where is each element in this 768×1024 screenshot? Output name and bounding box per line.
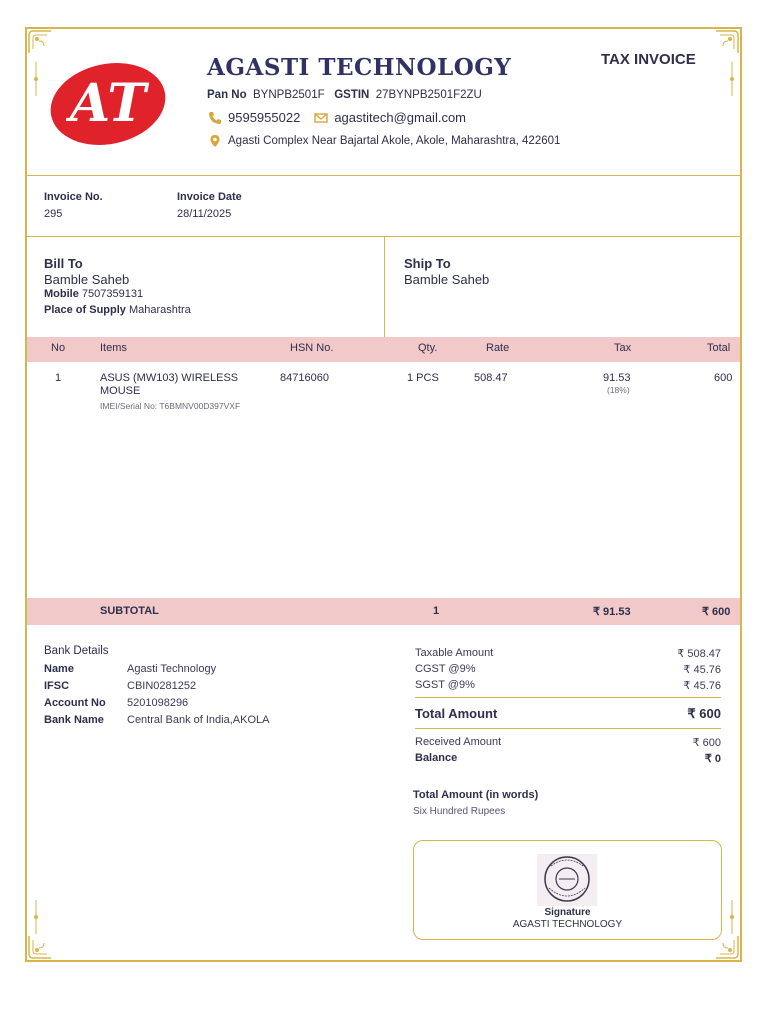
amount-in-words-label: Total Amount (in words) [413,789,539,801]
amount-in-words-value: Six Hundred Rupees [413,806,506,817]
mobile-value: 7507359131 [81,288,144,300]
sgst-value: ₹ 45.76 [683,680,721,692]
corner-ornament-icon [27,29,53,55]
tax-ids [207,89,482,101]
item-hsn: 84716060 [280,372,329,384]
place-of-supply-value: Maharashtra [128,304,191,316]
subtotal-tax: ₹ 91.53 [593,606,631,618]
corner-ornament-icon [27,934,53,960]
balance-label: Balance [415,752,458,764]
bill-to-title: Bill To [44,256,83,271]
pan-label: Pan No [207,89,247,101]
item-total: 600 [714,372,733,384]
gstin-label: GSTIN [334,89,370,101]
bank-details-title: Bank Details [44,645,109,657]
pan-value: BYNPB2501F [253,89,325,101]
mobile-label: Mobile [44,288,79,300]
bank-name-label: Name [44,663,74,675]
invoice-date-value: 28/11/2025 [177,208,232,220]
bank-name-value: Agasti Technology [127,663,217,675]
account-number-value: 5201098296 [127,697,189,709]
company-logo [48,57,174,147]
company-name: AGASTI TECHNOLOGY [207,54,512,81]
subtotal-label: SUBTOTAL [100,605,159,617]
ship-to-title: Ship To [404,256,451,271]
bill-to-place [44,304,191,316]
divider [384,236,385,337]
contact-line [208,110,466,125]
document-title: TAX INVOICE [601,51,696,68]
column-header-qty: Qty. [418,342,438,354]
invoice-date-label: Invoice Date [177,191,242,203]
column-header-items: Items [100,342,127,354]
invoice-number-value: 295 [44,208,63,220]
side-ornament-icon [33,62,39,96]
items-table-header [27,337,740,362]
received-amount-value: ₹ 600 [692,737,721,749]
item-rate: 508.47 [474,372,508,384]
total-amount-label: Total Amount [415,706,498,721]
column-header-tax: Tax [614,342,632,354]
ship-to-name: Bamble Saheb [404,272,490,287]
subtotal-total: ₹ 600 [702,606,731,618]
gstin-value: 27BYNPB2501F2ZU [375,89,482,101]
item-name-line2: MOUSE [100,385,141,397]
email-address[interactable]: agastitech@gmail.com [334,110,467,125]
bill-to-name: Bamble Saheb [44,272,130,287]
divider [27,175,740,176]
subtotal-qty: 1 [433,605,440,617]
signature-company: AGASTI TECHNOLOGY [512,919,623,930]
place-of-supply-label: Place of Supply [44,304,126,316]
row-number: 1 [55,372,62,384]
cgst-value: ₹ 45.76 [683,664,721,676]
bill-to-mobile [44,288,143,300]
account-number-label: Account No [44,697,106,709]
column-header-rate: Rate [486,342,510,354]
invoice-number-label: Invoice No. [44,191,103,203]
balance-value: ₹ 0 [704,753,721,765]
item-serial: IMEI/Serial No: T6BMNV00D397VXF [100,401,241,411]
company-stamp [537,854,597,906]
side-ornament-icon [729,900,735,934]
company-address: Agasti Complex Near Bajartal Akole, Akole, Maharashtra, 422601 [228,135,561,147]
address-line [208,134,560,148]
divider [415,697,721,698]
column-header-no: No [51,342,66,354]
received-amount-label: Received Amount [415,736,502,748]
side-ornament-icon [33,900,39,934]
taxable-amount-label: Taxable Amount [415,647,494,659]
item-name-line1: ASUS (MW103) WIRELESS [100,372,239,384]
bank-branch-value: Central Bank of India,AKOLA [127,714,270,726]
location-pin-icon [208,134,222,148]
signature-label: Signature [544,907,591,918]
logo-text: AT [69,73,147,134]
bank-branch-label: Bank Name [44,714,104,726]
item-qty: 1 PCS [407,372,439,384]
cgst-label: CGST @9% [415,663,476,675]
taxable-amount-value: ₹ 508.47 [677,648,721,660]
mail-icon [314,111,328,125]
corner-ornament-icon [714,29,740,55]
side-ornament-icon [729,62,735,96]
total-amount-value: ₹ 600 [687,706,721,721]
column-header-total: Total [707,342,731,354]
divider [415,728,721,729]
phone-icon [208,111,222,125]
phone-number: 9595955022 [228,110,301,125]
ifsc-value: CBIN0281252 [127,680,197,692]
column-header-hsn: HSN No. [290,342,334,354]
invoice-frame [25,27,742,962]
item-tax: 91.53 [603,372,631,384]
ifsc-label: IFSC [44,680,70,692]
sgst-label: SGST @9% [415,679,475,691]
item-tax-percent: (18%) [607,385,630,395]
